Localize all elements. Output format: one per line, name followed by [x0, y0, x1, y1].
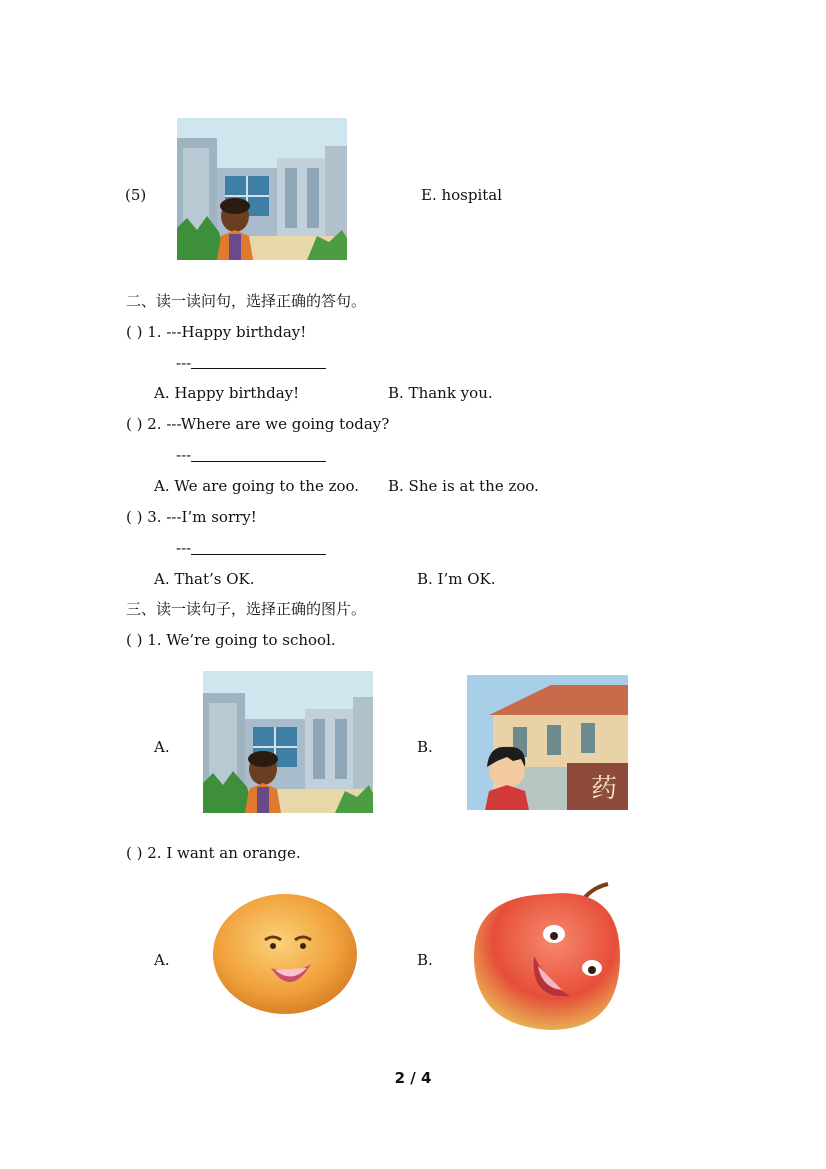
- option-a-label: A.: [154, 738, 170, 756]
- answer-dash: ---: [176, 446, 192, 464]
- question-prompt: ( ) 2. I want an orange.: [126, 844, 301, 862]
- question-prompt: ( ) 1. We’re going to school.: [126, 631, 336, 649]
- option-e-hospital: E. hospital: [421, 186, 503, 204]
- option-a: A. That’s OK.: [154, 570, 255, 588]
- option-b-label: B.: [417, 738, 433, 756]
- pharmacy-picture[interactable]: [467, 675, 628, 810]
- answer-blank[interactable]: [191, 368, 326, 369]
- apple-picture[interactable]: [470, 880, 625, 1032]
- item-number: (5): [125, 186, 147, 204]
- option-b: B. She is at the zoo.: [388, 477, 539, 495]
- question-prompt: ( ) 1. ---Happy birthday!: [126, 323, 307, 341]
- option-b-label: B.: [417, 951, 433, 969]
- option-a-label: A.: [154, 951, 170, 969]
- option-a: A. We are going to the zoo.: [154, 477, 360, 495]
- answer-blank[interactable]: [191, 554, 326, 555]
- orange-picture[interactable]: [211, 888, 361, 1016]
- option-b: B. I’m OK.: [417, 570, 496, 588]
- option-b: B. Thank you.: [388, 384, 493, 402]
- answer-blank[interactable]: [191, 461, 326, 462]
- option-a: A. Happy birthday!: [154, 384, 300, 402]
- school-building-picture[interactable]: [203, 671, 373, 813]
- section-two-heading: 二、读一读问句，选择正确的答句。: [126, 292, 367, 310]
- pharmacy-sign-text: 药: [591, 774, 618, 804]
- answer-dash: ---: [176, 539, 192, 557]
- page-number: 2 / 4: [394, 1069, 432, 1087]
- answer-dash: ---: [176, 354, 192, 372]
- section-three-heading: 三、读一读句子，选择正确的图片。: [126, 600, 367, 618]
- hospital-picture: [177, 118, 347, 260]
- question-prompt: ( ) 2. ---Where are we going today?: [126, 415, 390, 433]
- question-prompt: ( ) 3. ---I’m sorry!: [126, 508, 257, 526]
